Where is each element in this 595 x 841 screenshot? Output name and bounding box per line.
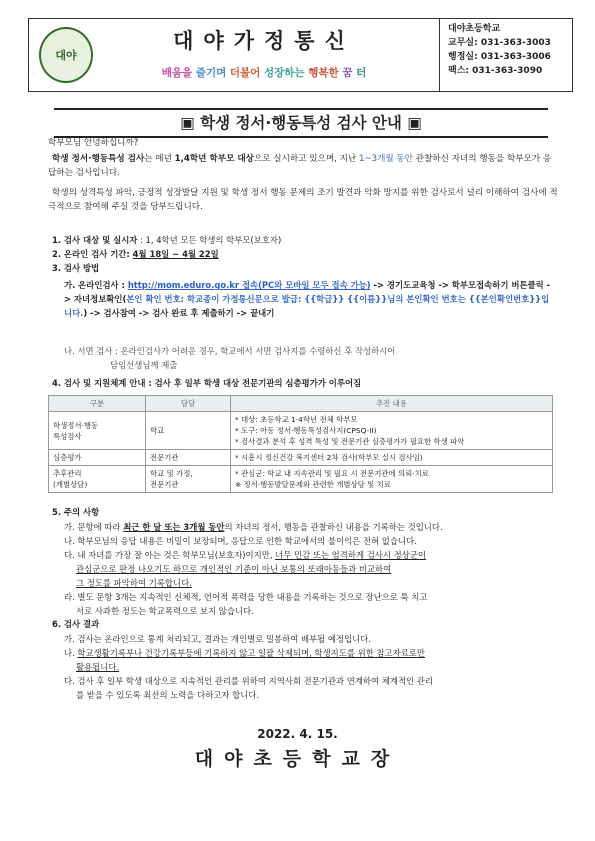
intro-bold: 학생 정서·행동특성 검사: [52, 154, 145, 164]
method-steps: ) -> 검사참여 -> 검사 완료 후 제출하기 -> 끝내기: [83, 308, 275, 318]
intro-text: 관찰하신 자녀의 행동을 학부모가 응답하는 검사입니다.: [48, 154, 552, 178]
result-da-cont: 를 받을 수 있도록 최선의 노력을 다하고자 합니다.: [76, 690, 260, 700]
table-header: 추진 내용: [231, 396, 553, 412]
support-table: [48, 395, 553, 493]
table-header-row: [49, 396, 553, 412]
logo-text: 대야: [55, 49, 77, 62]
table-cell: 심층평가: [49, 450, 146, 466]
caution-text: 의 자녀의 정서, 행동을 관찰하신 내용을 기록하는 것입니다.: [224, 522, 443, 532]
motto-word: 꿈: [342, 67, 353, 79]
school-name: 대야초등학교: [448, 24, 501, 34]
school-logo: [39, 27, 93, 83]
table-row: [49, 412, 553, 450]
issue-date: 2022. 4. 15.: [257, 727, 338, 741]
section-5: 5. 주의 사항: [52, 507, 100, 517]
intro-paragraph-2: 학생의 성격특성 파악, 긍정적 성장발달 지원 및 학생 정서 행동 문제의 조기 발견과 악화 방지를 위한 검사로서 널리 이해하여 검사에 적극적으로 참여해 주실 것을 당부드립니다.: [48, 188, 558, 212]
table-header: 구분: [49, 396, 146, 412]
table-cell-line: * 도구: 아동 정서·행동특성검사지(CPSQ-II): [235, 426, 377, 435]
newsletter-title: 대야가정통신: [173, 28, 355, 53]
contact-line: 팩스: 031-363-3090: [448, 66, 543, 76]
section-3: 3. 검사 방법: [52, 263, 100, 273]
caution-text: 다. 내 자녀를 가장 잘 아는 것은 학부모님(보호자)이지만,: [64, 550, 276, 560]
table-cell-line: * 관심군: 학교 내 지속관리 및 필요 시 전문기관에 의뢰·치료: [235, 469, 429, 478]
intro-highlight: 1~3개월 동안: [358, 154, 414, 164]
table-cell: 전문기관: [146, 450, 231, 466]
caution-da: [64, 548, 554, 562]
table-cell: 학생정서·행동 특성검사: [49, 412, 146, 450]
table-cell: 추후관리 (개별상담): [49, 466, 146, 493]
table-cell-line: * 검사결과 분석 후 성격 특성 및 전문기관 심층평가가 필요한 학생 파악: [235, 437, 465, 446]
intro-bold: 1,4학년 학부모 대상: [174, 154, 254, 164]
table-row: [49, 466, 553, 493]
intro-text: 는 매년: [144, 154, 175, 164]
motto-word: 더불어: [229, 67, 261, 79]
motto-word: 성장하는: [263, 67, 305, 79]
caution-da-cont: 그 정도를 파악하여 기록합니다.: [76, 578, 192, 588]
caution-ga: [64, 520, 554, 534]
table-cell: [231, 412, 553, 450]
section-label: 1. 검사 대상 및 실시자: [52, 235, 138, 245]
method-paper: 나. 서면 검사 : 온라인검사가 어려운 경우, 학교에서 서면 검사지를 수령하신 후 작성하시어: [64, 346, 396, 356]
result-na-cont: 활용됩니다.: [76, 662, 120, 672]
method-paper-cont: 담임선생님께 제출: [110, 360, 178, 370]
section-2: [52, 248, 219, 261]
result-na: [64, 646, 554, 660]
newsletter-header: [28, 18, 573, 92]
section-label: 2. 온라인 검사 기간:: [52, 249, 133, 259]
result-da: 다. 검사 후 일부 학생 대상으로 지속적인 관리를 위하여 지역사회 전문기관과 연계하여 체계적인 관리: [64, 676, 433, 686]
intro-paragraph-1: [48, 152, 558, 180]
table-row: [49, 450, 553, 466]
motto-word: 즐기며: [195, 67, 227, 79]
result-ga: 가. 검사는 온라인으로 통계 처리되고, 결과는 개인별로 밀봉하여 배부될 예정입니다.: [64, 634, 372, 644]
intro-text: 으로 실시하고 있으며, 지난: [253, 154, 359, 164]
caution-ra: 라. 별도 문항 3개는 지속적인 신체적, 언어적 폭력을 당한 내용을 기록하는 것으로 장난으로 툭 치고: [64, 592, 428, 602]
result-emphasis: 학교생활기록부나 건강기록부등에 기록하지 않고 일괄 삭제되며, 학생지도를 위한 참고자료로만: [77, 648, 425, 658]
principal-signature: 대야초등학교장: [194, 748, 401, 770]
table-cell: * 시흥시 정신건강 복지센터 2차 검사(학부모 실시 검사임): [231, 450, 553, 466]
caution-text: 가. 문항에 따라: [64, 522, 124, 532]
motto-word: 행복한: [308, 67, 339, 79]
contact-box: [439, 19, 573, 91]
table-cell: 학교 및 가정, 전문기관: [146, 466, 231, 493]
document-title: ▣ 학생 정서·행동특성 검사 안내 ▣: [54, 108, 548, 138]
section-4: 4. 검사 및 지원체계 안내 : 검사 후 일부 학생 대상 전문기관의 심층평가가 이루어짐: [52, 378, 362, 388]
verification-info: 본인 확인 번호: 학교종이 가정통신문으로 발급: {{학급}} {{이름}}님의 본인확인 번호는 {{본인확인번호}}입니다.: [64, 294, 550, 318]
contact-line: 교무실: 031-363-3003: [448, 38, 551, 48]
method-label: 가. 온라인검사 :: [64, 280, 128, 290]
table-cell-line: ※ 정서·행동발달문제와 관련한 개별상담 및 치료: [235, 480, 391, 489]
contact-line: 행정실: 031-363-3006: [448, 52, 551, 62]
caution-emphasis: 최근 한 달 또는 3개월 동안: [123, 522, 225, 532]
table-cell: [231, 466, 553, 493]
caution-ra-cont: 서로 사과한 정도는 학교폭력으로 보지 않습니다.: [76, 606, 254, 616]
table-header: 담당: [146, 396, 231, 412]
table-cell: 학교: [146, 412, 231, 450]
caution-emphasis: 너무 민감 또는 엄격하게 검사시 정상군이: [275, 550, 426, 560]
motto-word: 터: [356, 67, 367, 79]
greeting: 학부모님 안녕하십니까?: [48, 138, 139, 148]
section-6: 6. 검사 결과: [52, 619, 100, 629]
method-online: [64, 278, 554, 320]
school-motto: [99, 65, 429, 80]
section-value: 4월 18일 ~ 4월 22일: [132, 249, 219, 259]
section-value: : 1, 4학년 모든 학생의 학부모(보호자): [137, 235, 282, 245]
survey-link[interactable]: http://mom.eduro.go.kr 접속(PC와 모바일 모두 접속 가능): [127, 280, 371, 290]
table-cell-line: * 대상: 초등학교 1·4학년 전체 학부모: [235, 415, 358, 424]
method-steps: -> 경기도교육청 -> 학부모접속하기 버튼클릭 -> 자녀정보확인(: [64, 280, 551, 304]
caution-da-cont: 관심군으로 판정 나오기도 하므로 개인적인 기준이 아닌 보통의 또래아동들과 비교하여: [76, 564, 392, 574]
result-text: 나.: [64, 648, 78, 658]
motto-word: 배움을: [161, 67, 193, 79]
caution-na: 나. 학부모님의 응답 내용은 비밀이 보장되며, 응답으로 인한 학교에서의 불이익은 전혀 없습니다.: [64, 536, 417, 546]
section-1: [52, 234, 281, 247]
